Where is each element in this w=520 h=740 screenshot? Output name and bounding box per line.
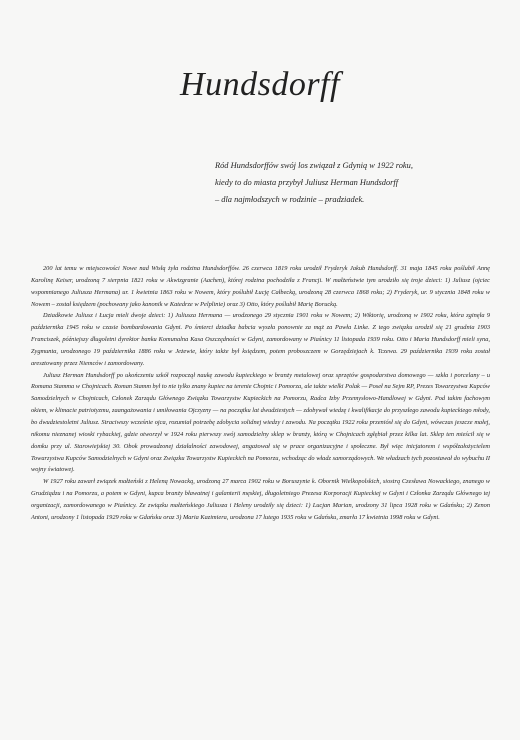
paragraph: 200 lat temu w miejscowości Nowe nad Wisłą żyła rodzina Hundsdorffów. 26 czerwca 1819 roku urodził Fryderyk Jakub Hundsdorff. 31 maja 1845 roku poślubił Annę Karolinę Keiser, urodzoną 7 sierpnia 1821 roku w Akwizgranie (Aachen), której rodzina pochodziła z Francji. W małżeństwie tym urodziło się troje dzieci: 1) Juliusz (ojciec wspomnianego Juliusza Hermana) ur. 1 kwietnia 1863 roku w Nowem, który poślubił Łucję Całbecką, urodzoną 28 czerwca 1868 roku; 2) Fryderyk, ur. 9 stycznia 1848 roku w Nowem – został księdzem (pochowany jako kanonik w Katedrze w Pelplinie) oraz 3) Otto, który poślubił Marię Borucką. xyxy=(31,265,490,308)
intro-line: kiedy to do miasta przybył Juliusz Herman Hundsdorff xyxy=(215,178,399,187)
body-text xyxy=(31,263,490,524)
paragraph: W 1927 roku zawarł związek małżeński z Heleną Nowacką, urodzoną 27 marca 1902 roku w Boruszynie k. Obornik Wielkopolskich, siostrą Czesława Nowackiego, znanego w Grudziądzu i na Pomorzu, a potem w Gdyni, kupca branży bławatnej i galanterii męskiej, długoletniego Prezesa Korporacji Kupieckiej w Gdyni i Członka Zarządu Głównego tej organizacji, zamordowanego w Piaśnicy. Ze związku małżeńskiego Juliusza i Heleny urodziły się dzieci: 1) Lucjan Marian, urodzony 31 lipca 1928 roku w Gdańsku; 2) Zenon Antoni, urodzony 1 listopada 1929 roku w Gdańsku oraz 3) Maria Kazimiera, urodzona 17 lutego 1935 roku w Gdańsku, zmarła 17 kwietnia 1998 roku w Gdyni. xyxy=(31,478,490,521)
intro-line: – dla najmłodszych w rodzinie – pradziadek. xyxy=(215,195,365,204)
intro-line: Ród Hundsdorffów swój los związał z Gdynią w 1922 roku, xyxy=(215,161,413,170)
intro-block xyxy=(215,157,485,208)
paragraph: Dziadkowie Juliusz i Łucja mieli dwoje dzieci: 1) Juliusza Hermana — urodzonego 29 stycznia 1901 roku w Nowem; 2) Wiktorię, urodzoną w 1902 roku, która zginęła 9 października 1945 roku w czasie bombardowania Gdyni. Po śmierci dziadka babcia wyszła ponownie za mąż za Pawła Linke. Z tego związku urodził się 21 grudnia 1903 Franciszek, późniejszy długoletni dyrektor banku Komunalna Kasa Oszczędności w Gdyni, zamordowany w Piaśnicy 11 listopada 1939 roku. Otto i Maria Hundsdorff mieli syna, Zygmunta, urodzonego 19 października 1886 roku w Jeżewie, który także był księdzem, potem proboszczem w Gorzędziejach k. Tczewa. 29 października 1939 roku został aresztowany przez Niemców i zamordowany. xyxy=(31,312,490,367)
paragraph: Juliusz Herman Hundsdorff po ukończeniu szkół rozpoczął naukę zawodu kupieckiego w branży metalowej oraz sprzętów gospodarstwa domowego — szkła i porcelany – u Romana Stamma w Chojnicach. Roman Stamm był to nie tylko znany kupiec na terenie Chojnic i Pomorza, ale także wielki Polak — Poseł na Sejm RP, Prezes Towarzystwa Kupców Samodzielnych w Chojnicach, Członek Zarządu Głównego Związku Towarzystw Kupieckich na Pomorzu, Radca Izby Przemysłowo-Handlowej w Gdyni. Pod takim fachowym okiem, w klimacie patriotyzmu, zaangażowania i umiłowania Ojczyzny — na początku lat dwudziestych — zdobywał wiedzę i kwalifikacje do przyszłego zawodu kupieckiego młody, bo dwudziestoletni Juliusz. Straciwszy wcześnie ojca, rozumiał potrzebę zdobycia solidnej wiedzy i zawodu. Na początku 1922 roku przeniósł się do Gdyni, wówczas jeszcze małej, nikomu nieznanej wioski rybackiej, gdzie otworzył w 1924 roku pierwszy swój samodzielny sklep w branży, którą w Chojnicach zgłębiał przez kilka lat. Sklep ten mieścił się w domku przy ul. Starowiejskiej 30. Obok prowadzonej działalności zawodowej, angażował się w prace organizacyjne i społeczne. Był więc inicjatorem i współzałożycielem Towarzystwa Kupców Samodzielnych w Gdyni oraz Związku Towarzystw Kupieckich na Pomorzu, wchodząc do władz samorządowych. We władzach tych pozostawał do wybuchu II wojny światowej. xyxy=(31,371,490,474)
page-title: Hundsdorff xyxy=(180,66,340,103)
